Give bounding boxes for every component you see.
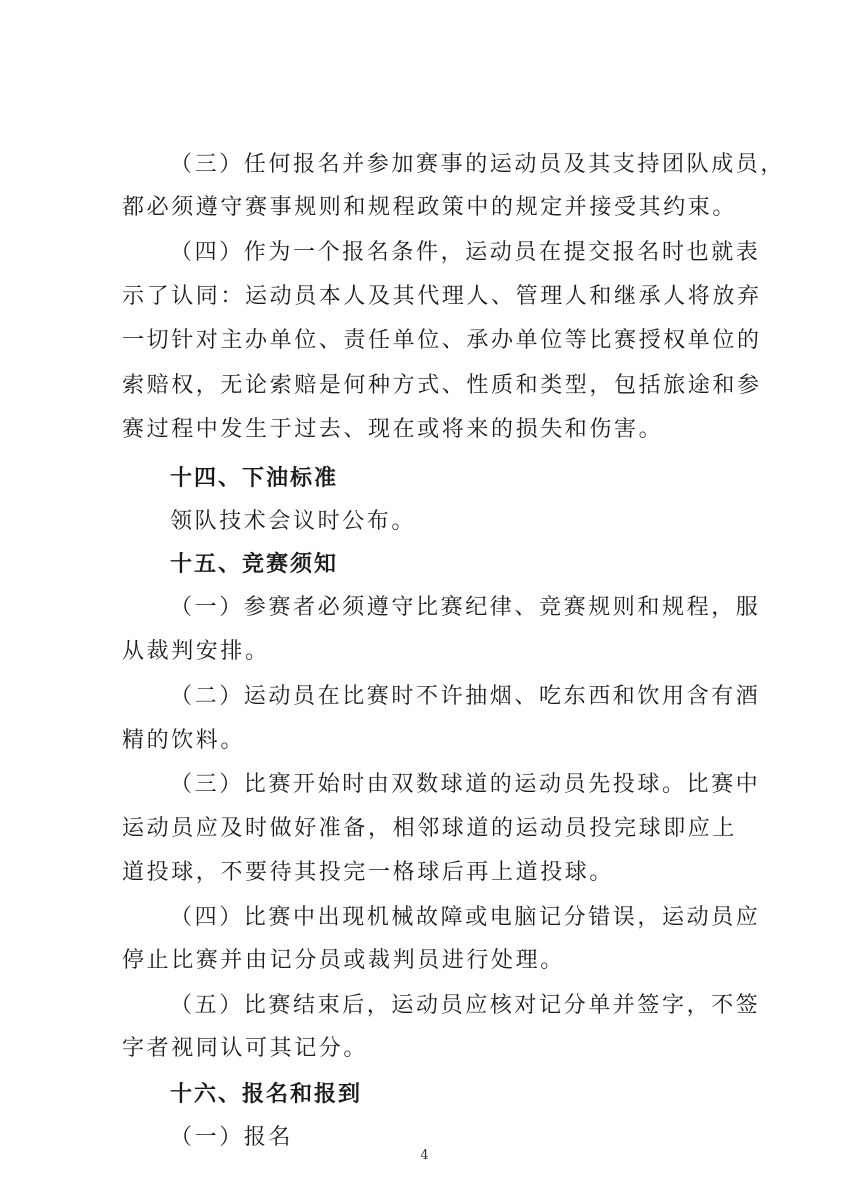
section-15-item-1-line-2: 从裁判安排。 <box>122 639 270 664</box>
section-14-heading: 十四、下油标准 <box>170 466 339 491</box>
section-15-item-2-line-2: 精的饮料。 <box>122 728 246 753</box>
section-13-item-4-line-3: 一切针对主办单位、责任单位、承办单位等比赛授权单位的 <box>122 328 762 353</box>
section-14-body: 领队技术会议时公布。 <box>170 509 417 534</box>
section-13-item-4-line-1: （四）作为一个报名条件，运动员在提交报名时也就表 <box>170 240 761 265</box>
section-15-item-4-line-1: （四）比赛中出现机械故障或电脑记分错误，运动员应 <box>170 905 761 930</box>
section-15-item-4-line-2: 停止比赛并由记分员或裁判员进行处理。 <box>122 948 565 973</box>
section-13-item-4-line-2: 示了认同：运动员本人及其代理人、管理人和继承人将放弃 <box>122 284 762 309</box>
section-15-item-3-line-3: 道投球，不要待其投完一格球后再上道投球。 <box>122 860 615 885</box>
section-15-item-3-line-2: 运动员应及时做好准备，相邻球道的运动员投完球即应上 <box>122 816 738 841</box>
section-13-item-3-line-2: 都必须遵守赛事规则和规程政策中的规定并接受其约束。 <box>122 195 738 220</box>
page-number: 4 <box>420 1148 429 1163</box>
section-13-item-4-line-4: 索赔权，无论索赔是何种方式、性质和类型，包括旅途和参 <box>122 373 762 398</box>
section-15-item-5-line-2: 字者视同认可其记分。 <box>122 1036 369 1061</box>
section-16-heading: 十六、报名和报到 <box>170 1082 363 1107</box>
section-16-item-1: （一）报名 <box>170 1125 294 1150</box>
section-13-item-3-line-1: （三）任何报名并参加赛事的运动员及其支持团队成员， <box>170 152 786 177</box>
section-15-item-5-line-1: （五）比赛结束后，运动员应核对记分单并签字，不签 <box>170 993 761 1018</box>
section-15-item-3-line-1: （三）比赛开始时由双数球道的运动员先投球。比赛中 <box>170 772 761 797</box>
section-15-item-2-line-1: （二）运动员在比赛时不许抽烟、吃东西和饮用含有酒 <box>170 684 761 709</box>
section-13-item-4-line-5: 赛过程中发生于过去、现在或将来的损失和伤害。 <box>122 417 664 442</box>
section-15-heading: 十五、竞赛须知 <box>170 552 339 577</box>
section-15-item-1-line-1: （一）参赛者必须遵守比赛纪律、竞赛规则和规程，服 <box>170 595 761 620</box>
